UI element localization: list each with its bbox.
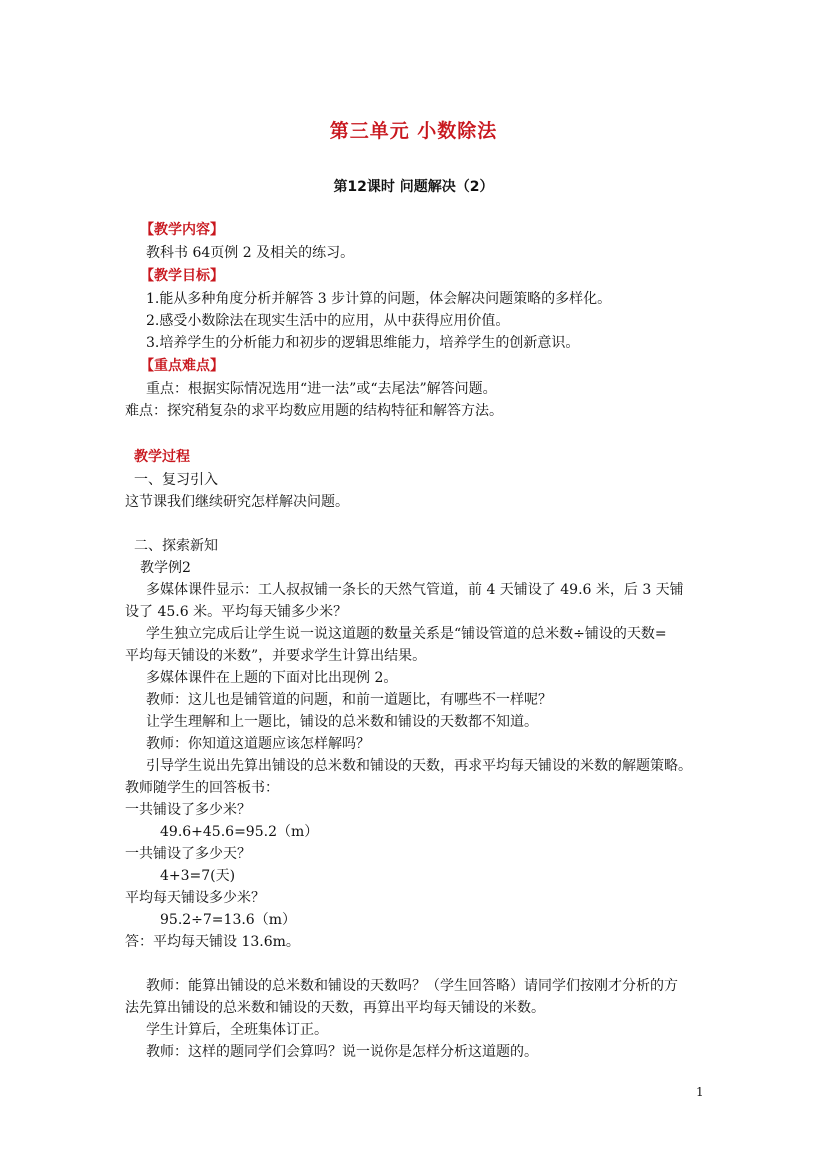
content-heading: 【教学内容】 bbox=[140, 222, 224, 238]
goal-item: 3.培养学生的分析能力和初步的逻辑思维能力，培养学生的创新意识。 bbox=[146, 335, 580, 351]
step1-heading: 一、复习引入 bbox=[134, 472, 218, 488]
page-title: 第三单元 小数除法 bbox=[329, 120, 498, 142]
step2-heading: 二、探索新知 bbox=[134, 538, 218, 554]
lesson-subtitle: 第12课时 问题解决（2） bbox=[333, 179, 494, 195]
paragraph-line: 教师随学生的回答板书： bbox=[125, 780, 279, 796]
key-point: 重点：根据实际情况选用“进一法”或“去尾法”解答问题。 bbox=[146, 381, 497, 397]
paragraph-line: 学生独立完成后让学生说一说这道题的数量关系是“铺设管道的总米数÷铺设的天数= bbox=[146, 626, 667, 642]
paragraph-line: 设了 45.6 米。平均每天铺多少米？ bbox=[125, 604, 348, 620]
paragraph-line: 学生计算后，全班集体订正。 bbox=[146, 1022, 328, 1038]
board-question: 平均每天铺设多少米？ bbox=[125, 890, 265, 906]
board-answer: 答：平均每天铺设 13.6m。 bbox=[125, 934, 300, 950]
difficult-point: 难点：探究稍复杂的求平均数应用题的结构特征和解答方法。 bbox=[125, 403, 503, 419]
paragraph-line: 法先算出铺设的总米数和铺设的天数，再算出平均每天铺设的米数。 bbox=[125, 1000, 545, 1016]
content-text: 教科书 64页例 2 及相关的练习。 bbox=[146, 245, 355, 261]
step1-text: 这节课我们继续研究怎样解决问题。 bbox=[125, 494, 349, 510]
goal-item: 2.感受小数除法在现实生活中的应用，从中获得应用价值。 bbox=[146, 313, 510, 329]
paragraph-line: 教师：你知道这道题应该怎样解吗？ bbox=[146, 736, 370, 752]
goal-item: 1.能从多种角度分析并解答 3 步计算的问题，体会解决问题策略的多样化。 bbox=[146, 291, 612, 307]
paragraph-line: 引导学生说出先算出铺设的总米数和铺设的天数，再求平均每天铺设的米数的解题策略。 bbox=[146, 758, 692, 774]
board-question: 一共铺设了多少天？ bbox=[125, 846, 251, 862]
board-equation: 4+3=7(天) bbox=[160, 868, 236, 884]
board-question: 一共铺设了多少米？ bbox=[125, 802, 251, 818]
example-label: 教学例2 bbox=[140, 560, 191, 576]
goals-heading: 【教学目标】 bbox=[140, 268, 224, 284]
page-number: 1 bbox=[696, 1085, 704, 1099]
paragraph-line: 让学生理解和上一题比，铺设的总米数和铺设的天数都不知道。 bbox=[146, 714, 538, 730]
paragraph-line: 教师：这儿也是铺管道的问题，和前一道题比，有哪些不一样呢？ bbox=[146, 692, 552, 708]
paragraph-line: 教师：这样的题同学们会算吗？说一说你是怎样分析这道题的。 bbox=[146, 1044, 538, 1060]
paragraph-line: 多媒体课件显示：工人叔叔铺一条长的天然气管道，前 4 天铺设了 49.6 米，后 3 天铺 bbox=[146, 582, 684, 598]
board-equation: 95.2÷7=13.6（m） bbox=[160, 912, 296, 928]
paragraph-line: 教师：能算出铺设的总米数和铺设的天数吗？（学生回答略）请同学们按刚才分析的方 bbox=[146, 978, 678, 994]
paragraph-line: 平均每天铺设的米数”，并要求学生计算出结果。 bbox=[125, 648, 427, 664]
key-heading: 【重点难点】 bbox=[140, 358, 224, 374]
paragraph-line: 多媒体课件在上题的下面对比出现例 2。 bbox=[146, 670, 398, 686]
process-heading: 教学过程 bbox=[134, 449, 190, 465]
board-equation: 49.6+45.6=95.2（m） bbox=[160, 824, 319, 840]
